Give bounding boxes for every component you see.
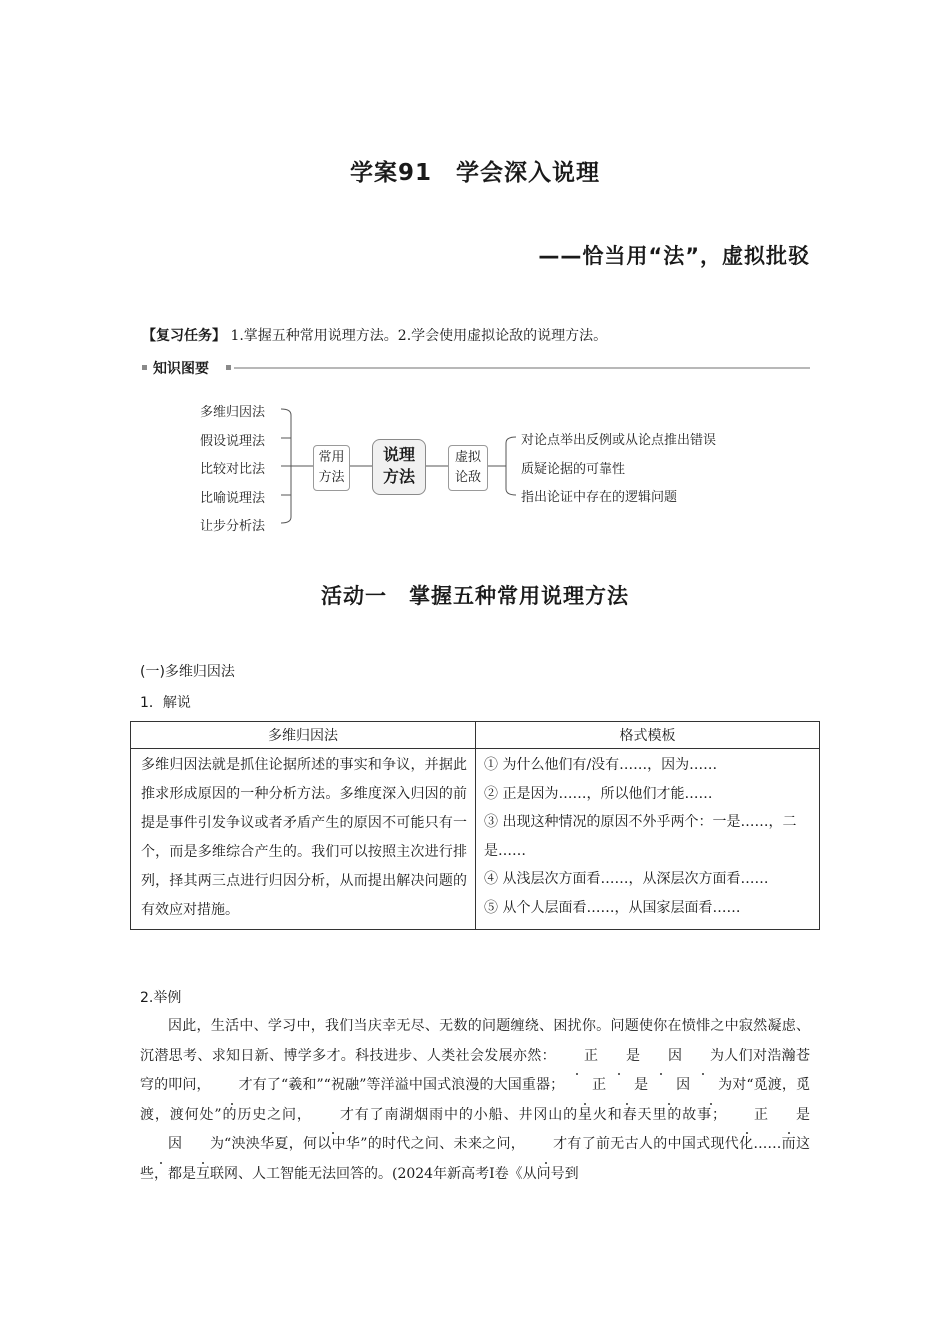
emphasis-char: 才 [525,1130,567,1160]
emphasis-char: 正 [726,1101,768,1131]
review-tag: 【复习任务】 [142,328,226,344]
emphasis-char: 为 [682,1042,724,1072]
table-header-template: 格式模板 [476,722,820,749]
emphasis-marker [564,1077,732,1093]
right-item-1: 质疑论据的可靠性 [521,462,626,477]
header-rule [234,367,810,369]
emphasis-char: 为 [182,1130,224,1160]
emphasis-char: 因 [140,1130,182,1160]
common-methods-box [313,445,350,491]
emphasis-char: 因 [640,1042,682,1072]
emphasis-marker [312,1107,354,1123]
template-list [476,749,819,926]
section-heading: (一)多维归因法 [140,664,235,680]
virtual-opponent-box [448,445,488,491]
emphasis-marker [525,1136,567,1152]
review-text: 1.掌握五种常用说理方法。2.学会使用虚拟论敌的说理方法。 [230,328,608,344]
left-item-2: 比较对比法 [200,462,266,477]
common-methods-line2: 方法 [318,470,345,485]
emphasis-char: 是 [598,1042,640,1072]
emphasis-marker [556,1048,724,1064]
template-item: ④ 从浅层次方面看……，从深层次方面看…… [484,871,769,887]
mind-map [0,395,950,540]
page-title: 学案91 学会深入说理 [349,160,600,186]
activity-heading: 活动一 掌握五种常用说理方法 [321,584,629,608]
subsection-explanation: 1．解说 [140,695,191,711]
example-text: 有了“羲和”“祝融”等洋溢中国式浪漫的大国重器； [252,1077,565,1093]
emphasis-char: 正 [556,1042,598,1072]
emphasis-char: 才 [312,1101,354,1131]
example-text: “泱泱华夏，何以中华”的时代之问、未来之问， [224,1136,526,1152]
left-item-0: 多维归因法 [200,405,266,420]
template-item: ② 正是因为……，所以他们才能…… [484,785,713,802]
virtual-opponent-line2: 论敌 [454,470,481,485]
virtual-opponent-line1: 虚拟 [454,450,481,465]
reasoning-methods-box [372,439,426,495]
method-table [130,721,820,930]
emphasis-char: 才 [211,1071,253,1101]
definition-text: 多维归因法就是抓住论据所述的事实和争议，并据此推求形成原因的一种分析方法。多维度深入归因的前提是事件引发争议或者矛盾产生的原因不可能只有一个，而是多维综合产生的。我们可以按照主次进行排列，择其两三点进行归因分析，从而提出解决问题的有效应对措施。 [141,757,467,918]
example-text: 因此，生活中、学习中，我们当庆幸无尽、无数的问题缠绕、困扰你。问题使你在愤悱之中寂然凝虑、沉潜思考、求知日新、博学多才。科技进步、人类社会发展亦然： [140,1018,810,1064]
table-header-method: 多维归因法 [131,722,476,749]
center-line2: 方法 [382,467,415,486]
review-tasks [142,325,607,345]
table-cell-templates [476,749,820,930]
emphasis-char: 正 [564,1071,606,1101]
right-item-0: 对论点举出反例或从论点推出错误 [521,433,717,448]
subsection-example: 2.举例 [140,990,182,1006]
template-item: ① 为什么他们有/没有……，因为…… [484,757,718,773]
table-cell-definition [131,749,476,930]
emphasis-char: 是 [768,1101,810,1131]
emphasis-marker [211,1077,253,1093]
right-item-2: 指出论证中存在的逻辑问题 [521,490,678,505]
emphasis-char: 为 [690,1071,732,1101]
method-table-wrap [130,721,820,930]
emphasis-char: 是 [606,1071,648,1101]
common-methods-line1: 常用 [318,450,345,465]
example-text: 有了前无古人的中国式现代化……而这些，都是互联网、人工智能无法回答的。(2024年新高考Ⅰ卷《从问号到 [140,1136,810,1182]
square-bullet-icon [226,365,231,370]
example-text: 有了南湖烟雨中的小船、井冈山的星火和春天里的故事； [353,1106,726,1123]
left-item-3: 比喻说理法 [200,491,266,506]
example-paragraph [140,1012,810,1189]
center-line1: 说理 [382,445,415,464]
left-item-1: 假设说理法 [200,434,266,449]
emphasis-char: 因 [648,1071,690,1101]
template-item: ③ 出现这种情况的原因不外乎两个：一是……，二是…… [484,814,797,859]
square-bullet-icon [142,365,147,370]
mind-map-header [142,358,810,378]
page-subtitle: ——恰当用“法”，虚拟批驳 [538,244,810,268]
template-item: ⑤ 从个人层面看……，从国家层面看…… [484,899,741,916]
example-text: 人们对浩瀚苍穹的叩问， [140,1047,811,1093]
left-item-4: 让步分析法 [200,519,266,534]
example-text: 对“觅渡，觅渡，渡何处”的历史之问， [140,1077,810,1123]
mind-map-header-label: 知识图要 [153,361,209,377]
